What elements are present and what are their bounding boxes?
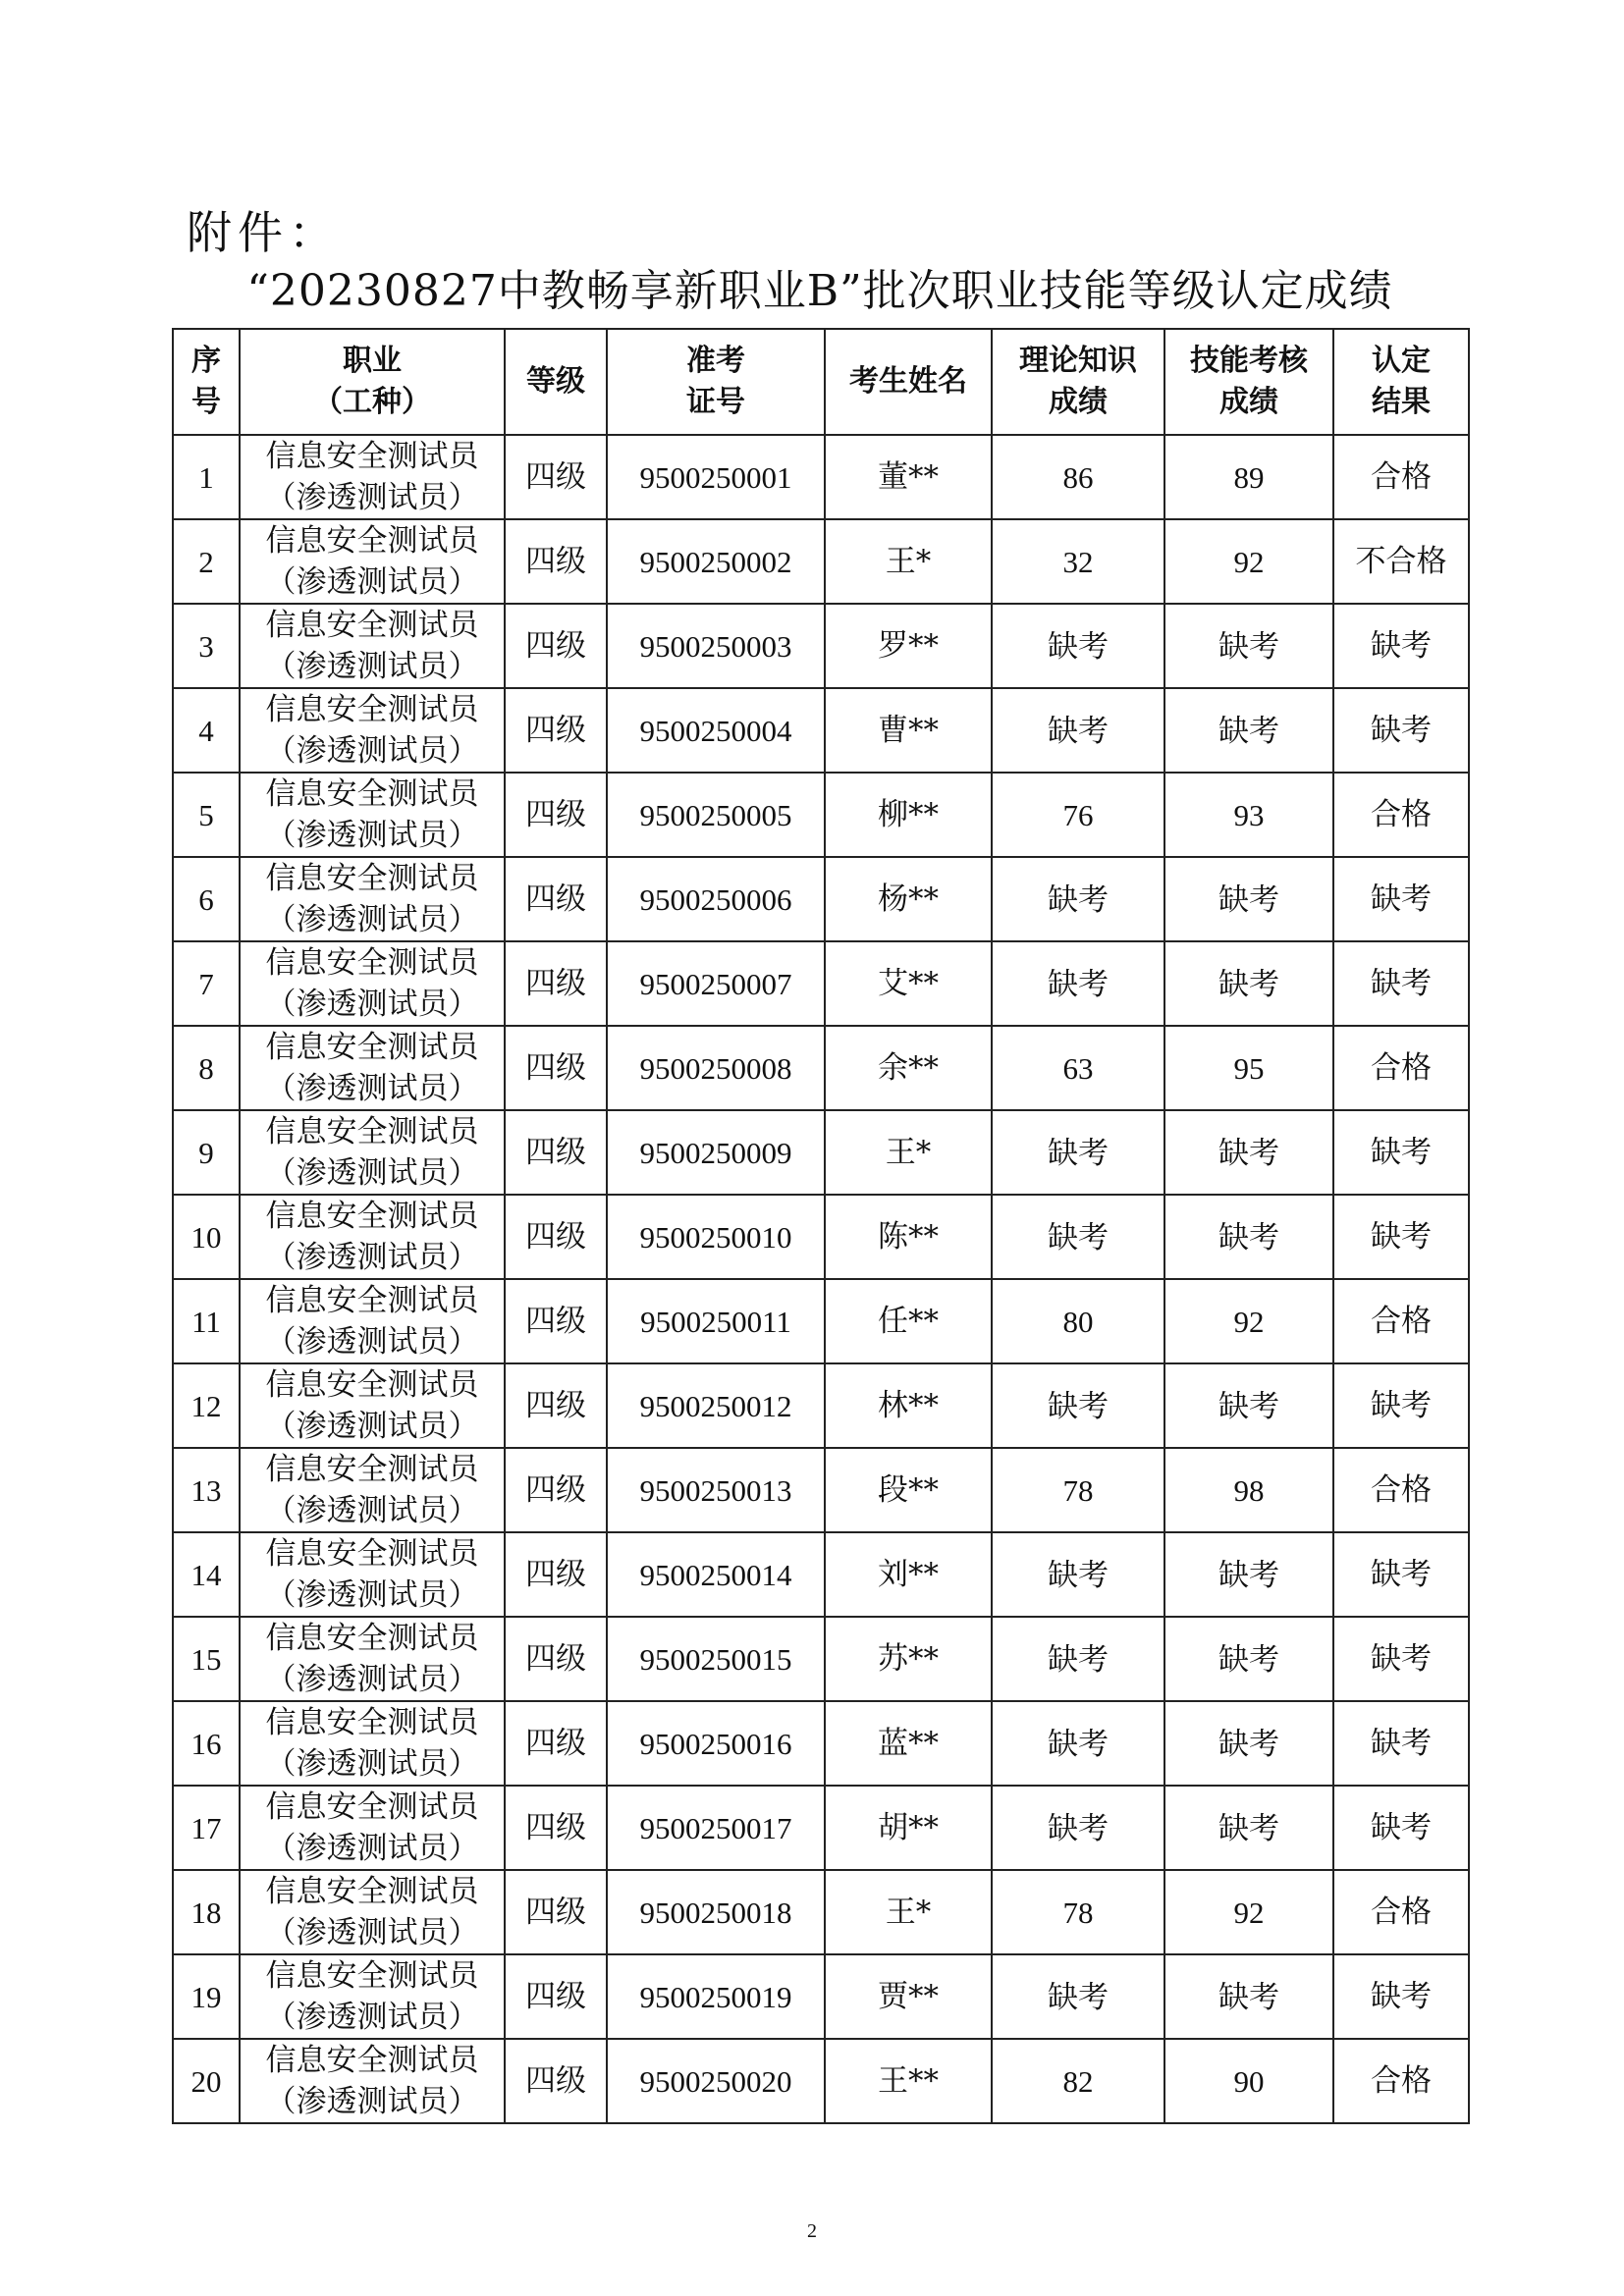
cell-candidate-name: 王*	[825, 1870, 992, 1954]
cell-result: 合格	[1333, 1279, 1469, 1363]
occupation-line-2: （渗透测试员）	[265, 733, 479, 769]
cell-result: 缺考	[1333, 1532, 1469, 1617]
occupation-line-1: 信息安全测试员	[265, 608, 479, 643]
cell-seq: 15	[173, 1617, 240, 1701]
cell-level: 四级	[505, 1954, 607, 2039]
table-row	[173, 1532, 1469, 1617]
occupation-line-2: （渗透测试员）	[265, 818, 479, 853]
cell-skill-score: 缺考	[1164, 688, 1333, 773]
occupation-line-2: （渗透测试员）	[265, 2084, 479, 2119]
cell-ticket-number: 9500250006	[607, 857, 825, 941]
cell-result: 合格	[1333, 435, 1469, 519]
document-title: “20230827中教畅享新职业B”批次职业技能等级认定成绩	[246, 266, 1393, 316]
cell-seq: 19	[173, 1954, 240, 2039]
cell-seq: 5	[173, 773, 240, 857]
cell-skill-score: 缺考	[1164, 1617, 1333, 1701]
cell-skill-score: 缺考	[1164, 1701, 1333, 1786]
cell-skill-score: 95	[1164, 1026, 1333, 1110]
cell-candidate-name: 杨**	[825, 857, 992, 941]
cell-seq: 2	[173, 519, 240, 604]
cell-seq: 3	[173, 604, 240, 688]
cell-result: 合格	[1333, 2039, 1469, 2123]
cell-theory-score: 缺考	[992, 941, 1164, 1026]
table-row	[173, 1448, 1469, 1532]
table-header-row	[173, 329, 1469, 435]
cell-candidate-name: 柳**	[825, 773, 992, 857]
cell-theory-score: 82	[992, 2039, 1164, 2123]
cell-candidate-name: 苏**	[825, 1617, 992, 1701]
cell-theory-score: 32	[992, 519, 1164, 604]
cell-level: 四级	[505, 773, 607, 857]
cell-skill-score: 90	[1164, 2039, 1333, 2123]
cell-candidate-name: 胡**	[825, 1786, 992, 1870]
table-row	[173, 1870, 1469, 1954]
cell-skill-score: 缺考	[1164, 1195, 1333, 1279]
table-row	[173, 519, 1469, 604]
cell-occupation	[240, 1363, 505, 1448]
table-row	[173, 1701, 1469, 1786]
cell-occupation	[240, 2039, 505, 2123]
cell-result: 缺考	[1333, 1954, 1469, 2039]
cell-theory-score: 76	[992, 773, 1164, 857]
cell-ticket-number: 9500250019	[607, 1954, 825, 2039]
cell-result: 缺考	[1333, 1701, 1469, 1786]
cell-theory-score: 缺考	[992, 1954, 1164, 2039]
cell-occupation	[240, 1195, 505, 1279]
occupation-line-1: 信息安全测试员	[265, 776, 479, 812]
cell-result: 合格	[1333, 1448, 1469, 1532]
occupation-line-1: 信息安全测试员	[265, 1030, 479, 1065]
cell-occupation	[240, 1110, 505, 1195]
cell-ticket-number: 9500250017	[607, 1786, 825, 1870]
cell-level: 四级	[505, 1532, 607, 1617]
cell-skill-score: 92	[1164, 1279, 1333, 1363]
occupation-line-1: 信息安全测试员	[265, 523, 479, 559]
cell-seq: 1	[173, 435, 240, 519]
occupation-line-2: （渗透测试员）	[265, 1493, 479, 1528]
cell-candidate-name: 罗**	[825, 604, 992, 688]
cell-candidate-name: 任**	[825, 1279, 992, 1363]
occupation-line-1: 信息安全测试员	[265, 1452, 479, 1487]
cell-level: 四级	[505, 1110, 607, 1195]
table-row	[173, 941, 1469, 1026]
cell-ticket-number: 9500250013	[607, 1448, 825, 1532]
cell-ticket-number: 9500250007	[607, 941, 825, 1026]
cell-theory-score: 78	[992, 1870, 1164, 1954]
cell-theory-score: 缺考	[992, 1110, 1164, 1195]
occupation-line-1: 信息安全测试员	[265, 439, 479, 474]
occupation-line-2: （渗透测试员）	[265, 1915, 479, 1950]
table-row	[173, 1617, 1469, 1701]
table-row	[173, 435, 1469, 519]
occupation-line-2: （渗透测试员）	[265, 1155, 479, 1191]
occupation-line-1: 信息安全测试员	[265, 1958, 479, 1994]
cell-seq: 8	[173, 1026, 240, 1110]
header-candidate-name: 考生姓名	[825, 329, 992, 435]
occupation-line-1: 信息安全测试员	[265, 1705, 479, 1740]
cell-candidate-name: 段**	[825, 1448, 992, 1532]
header-skill-score: 技能考核 成绩	[1164, 329, 1333, 435]
cell-occupation	[240, 688, 505, 773]
cell-skill-score: 92	[1164, 519, 1333, 604]
table-row	[173, 1195, 1469, 1279]
table-row	[173, 1954, 1469, 2039]
cell-occupation	[240, 1279, 505, 1363]
cell-ticket-number: 9500250005	[607, 773, 825, 857]
cell-theory-score: 缺考	[992, 1195, 1164, 1279]
cell-result: 不合格	[1333, 519, 1469, 604]
occupation-line-1: 信息安全测试员	[265, 945, 479, 981]
cell-skill-score: 缺考	[1164, 857, 1333, 941]
cell-candidate-name: 艾**	[825, 941, 992, 1026]
cell-theory-score: 86	[992, 435, 1164, 519]
cell-candidate-name: 余**	[825, 1026, 992, 1110]
occupation-line-2: （渗透测试员）	[265, 1831, 479, 1866]
cell-result: 缺考	[1333, 857, 1469, 941]
table-row	[173, 1026, 1469, 1110]
occupation-line-2: （渗透测试员）	[265, 2000, 479, 2035]
cell-level: 四级	[505, 1363, 607, 1448]
cell-seq: 13	[173, 1448, 240, 1532]
cell-theory-score: 63	[992, 1026, 1164, 1110]
cell-level: 四级	[505, 1279, 607, 1363]
occupation-line-2: （渗透测试员）	[265, 1409, 479, 1444]
cell-skill-score: 93	[1164, 773, 1333, 857]
cell-result: 缺考	[1333, 941, 1469, 1026]
cell-skill-score: 缺考	[1164, 941, 1333, 1026]
header-ticket-number: 准考 证号	[607, 329, 825, 435]
cell-ticket-number: 9500250001	[607, 435, 825, 519]
cell-occupation	[240, 1701, 505, 1786]
cell-theory-score: 缺考	[992, 1786, 1164, 1870]
cell-seq: 12	[173, 1363, 240, 1448]
occupation-line-1: 信息安全测试员	[265, 1621, 479, 1656]
cell-occupation	[240, 1026, 505, 1110]
cell-seq: 11	[173, 1279, 240, 1363]
cell-candidate-name: 王**	[825, 2039, 992, 2123]
table-row	[173, 1786, 1469, 1870]
occupation-line-2: （渗透测试员）	[265, 987, 479, 1022]
cell-result: 缺考	[1333, 1110, 1469, 1195]
occupation-line-2: （渗透测试员）	[265, 649, 479, 684]
occupation-line-2: （渗透测试员）	[265, 1746, 479, 1782]
cell-theory-score: 缺考	[992, 688, 1164, 773]
page-number: 2	[807, 2220, 817, 2242]
table-row	[173, 857, 1469, 941]
cell-level: 四级	[505, 1448, 607, 1532]
cell-ticket-number: 9500250015	[607, 1617, 825, 1701]
cell-theory-score: 缺考	[992, 1532, 1164, 1617]
cell-seq: 9	[173, 1110, 240, 1195]
cell-result: 合格	[1333, 1026, 1469, 1110]
header-theory-score: 理论知识 成绩	[992, 329, 1164, 435]
cell-theory-score: 缺考	[992, 1701, 1164, 1786]
cell-ticket-number: 9500250002	[607, 519, 825, 604]
cell-skill-score: 98	[1164, 1448, 1333, 1532]
cell-seq: 14	[173, 1532, 240, 1617]
cell-seq: 4	[173, 688, 240, 773]
cell-theory-score: 78	[992, 1448, 1164, 1532]
occupation-line-1: 信息安全测试员	[265, 1367, 479, 1403]
cell-level: 四级	[505, 1786, 607, 1870]
cell-skill-score: 缺考	[1164, 604, 1333, 688]
cell-level: 四级	[505, 1195, 607, 1279]
cell-candidate-name: 陈**	[825, 1195, 992, 1279]
cell-level: 四级	[505, 1617, 607, 1701]
cell-theory-score: 缺考	[992, 857, 1164, 941]
occupation-line-2: （渗透测试员）	[265, 564, 479, 600]
occupation-line-1: 信息安全测试员	[265, 1536, 479, 1572]
attachment-label: 附件：	[187, 206, 340, 259]
cell-ticket-number: 9500250004	[607, 688, 825, 773]
cell-result: 缺考	[1333, 1617, 1469, 1701]
occupation-line-1: 信息安全测试员	[265, 2043, 479, 2078]
cell-ticket-number: 9500250003	[607, 604, 825, 688]
occupation-line-2: （渗透测试员）	[265, 1324, 479, 1360]
cell-skill-score: 缺考	[1164, 1786, 1333, 1870]
occupation-line-1: 信息安全测试员	[265, 1114, 479, 1149]
cell-occupation	[240, 1786, 505, 1870]
table-row	[173, 604, 1469, 688]
cell-theory-score: 缺考	[992, 1363, 1164, 1448]
cell-occupation	[240, 1954, 505, 2039]
cell-level: 四级	[505, 519, 607, 604]
cell-theory-score: 缺考	[992, 604, 1164, 688]
occupation-line-1: 信息安全测试员	[265, 1789, 479, 1825]
cell-level: 四级	[505, 857, 607, 941]
occupation-line-1: 信息安全测试员	[265, 1283, 479, 1318]
cell-seq: 17	[173, 1786, 240, 1870]
table-row	[173, 1279, 1469, 1363]
cell-result: 缺考	[1333, 1363, 1469, 1448]
cell-level: 四级	[505, 1701, 607, 1786]
cell-result: 缺考	[1333, 688, 1469, 773]
table-row	[173, 688, 1469, 773]
cell-seq: 18	[173, 1870, 240, 1954]
cell-skill-score: 缺考	[1164, 1363, 1333, 1448]
cell-result: 合格	[1333, 1870, 1469, 1954]
cell-candidate-name: 贾**	[825, 1954, 992, 2039]
results-table	[172, 328, 1470, 2124]
table-row	[173, 2039, 1469, 2123]
cell-ticket-number: 9500250016	[607, 1701, 825, 1786]
occupation-line-2: （渗透测试员）	[265, 1662, 479, 1697]
cell-ticket-number: 9500250008	[607, 1026, 825, 1110]
occupation-line-2: （渗透测试员）	[265, 902, 479, 937]
cell-result: 合格	[1333, 773, 1469, 857]
occupation-line-1: 信息安全测试员	[265, 1199, 479, 1234]
cell-level: 四级	[505, 941, 607, 1026]
cell-theory-score: 缺考	[992, 1617, 1164, 1701]
cell-level: 四级	[505, 688, 607, 773]
occupation-line-2: （渗透测试员）	[265, 1071, 479, 1106]
cell-seq: 10	[173, 1195, 240, 1279]
cell-skill-score: 92	[1164, 1870, 1333, 1954]
cell-seq: 6	[173, 857, 240, 941]
cell-seq: 7	[173, 941, 240, 1026]
cell-theory-score: 80	[992, 1279, 1164, 1363]
occupation-line-2: （渗透测试员）	[265, 1577, 479, 1613]
cell-occupation	[240, 1870, 505, 1954]
cell-candidate-name: 林**	[825, 1363, 992, 1448]
cell-level: 四级	[505, 1026, 607, 1110]
cell-occupation	[240, 519, 505, 604]
cell-occupation	[240, 604, 505, 688]
header-level: 等级	[505, 329, 607, 435]
cell-ticket-number: 9500250011	[607, 1279, 825, 1363]
occupation-line-1: 信息安全测试员	[265, 692, 479, 727]
cell-occupation	[240, 1532, 505, 1617]
table-row	[173, 1110, 1469, 1195]
cell-candidate-name: 王*	[825, 519, 992, 604]
cell-occupation	[240, 1448, 505, 1532]
cell-ticket-number: 9500250009	[607, 1110, 825, 1195]
cell-skill-score: 缺考	[1164, 1954, 1333, 2039]
cell-skill-score: 缺考	[1164, 1532, 1333, 1617]
table-body	[173, 435, 1469, 2123]
occupation-line-1: 信息安全测试员	[265, 861, 479, 896]
cell-seq: 20	[173, 2039, 240, 2123]
cell-result: 缺考	[1333, 1786, 1469, 1870]
cell-seq: 16	[173, 1701, 240, 1786]
cell-candidate-name: 董**	[825, 435, 992, 519]
cell-candidate-name: 王*	[825, 1110, 992, 1195]
table-row	[173, 1363, 1469, 1448]
cell-ticket-number: 9500250014	[607, 1532, 825, 1617]
header-result: 认定 结果	[1333, 329, 1469, 435]
cell-level: 四级	[505, 604, 607, 688]
cell-skill-score: 89	[1164, 435, 1333, 519]
cell-ticket-number: 9500250010	[607, 1195, 825, 1279]
cell-ticket-number: 9500250018	[607, 1870, 825, 1954]
header-occupation: 职业 （工种）	[240, 329, 505, 435]
cell-level: 四级	[505, 2039, 607, 2123]
cell-result: 缺考	[1333, 1195, 1469, 1279]
cell-occupation	[240, 435, 505, 519]
header-seq: 序 号	[173, 329, 240, 435]
occupation-line-1: 信息安全测试员	[265, 1874, 479, 1909]
occupation-line-2: （渗透测试员）	[265, 480, 479, 515]
cell-level: 四级	[505, 1870, 607, 1954]
cell-candidate-name: 曹**	[825, 688, 992, 773]
table-row	[173, 773, 1469, 857]
occupation-line-2: （渗透测试员）	[265, 1240, 479, 1275]
cell-result: 缺考	[1333, 604, 1469, 688]
cell-level: 四级	[505, 435, 607, 519]
cell-ticket-number: 9500250012	[607, 1363, 825, 1448]
cell-candidate-name: 蓝**	[825, 1701, 992, 1786]
cell-ticket-number: 9500250020	[607, 2039, 825, 2123]
cell-occupation	[240, 857, 505, 941]
cell-skill-score: 缺考	[1164, 1110, 1333, 1195]
cell-occupation	[240, 773, 505, 857]
cell-occupation	[240, 1617, 505, 1701]
cell-occupation	[240, 941, 505, 1026]
cell-candidate-name: 刘**	[825, 1532, 992, 1617]
